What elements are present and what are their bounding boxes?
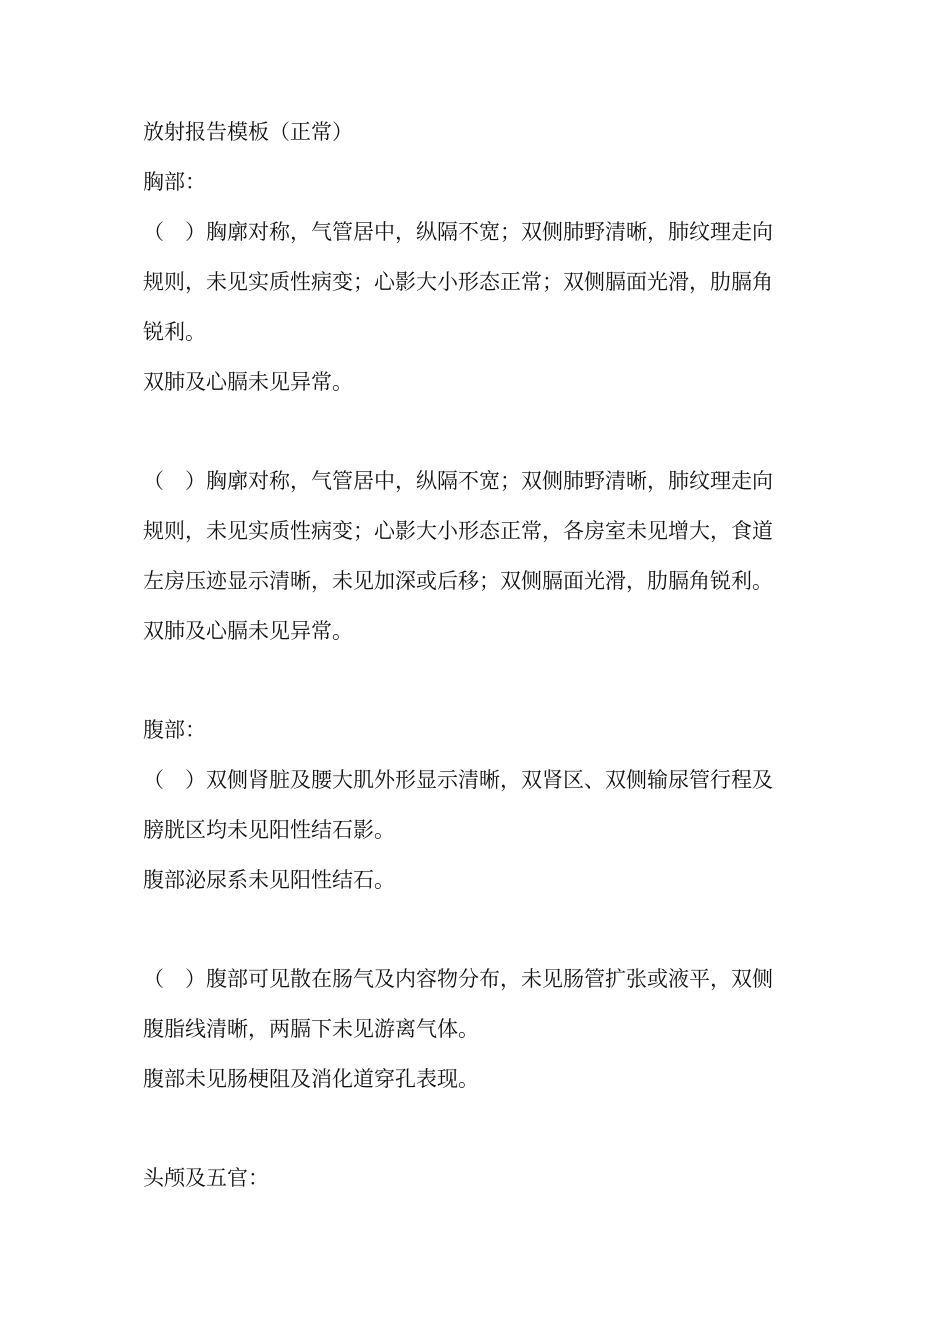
chest-template1-line2: 规则，未见实质性病变；心影大小形态正常；双侧膈面光滑，肋膈角 — [143, 270, 773, 294]
section-heading-chest: 胸部： — [143, 170, 206, 194]
abdomen-template1-conclusion: 腹部泌尿系未见阳性结石。 — [143, 868, 395, 892]
chest-template1-line3: 锐利。 — [143, 320, 206, 344]
abdomen-template1-line1: （ ）双侧肾脏及腰大肌外形显示清晰，双肾区、双侧输尿管行程及 — [143, 768, 773, 792]
chest-template1-line1: （ ）胸廓对称，气管居中，纵隔不宽；双侧肺野清晰，肺纹理走向 — [143, 220, 773, 244]
abdomen-template1-line2: 膀胱区均未见阳性结石影。 — [143, 818, 395, 842]
chest-template2-conclusion: 双肺及心膈未见异常。 — [143, 619, 353, 643]
abdomen-template2-line2: 腹脂线清晰，两膈下未见游离气体。 — [143, 1017, 479, 1041]
section-heading-abdomen: 腹部： — [143, 718, 206, 742]
abdomen-template2-conclusion: 腹部未见肠梗阻及消化道穿孔表现。 — [143, 1067, 479, 1091]
chest-template2-line3: 左房压迹显示清晰，未见加深或后移；双侧膈面光滑，肋膈角锐利。 — [143, 569, 773, 593]
document-title: 放射报告模板（正常） — [143, 120, 353, 144]
chest-template2-line2: 规则，未见实质性病变；心影大小形态正常，各房室未见增大，食道 — [143, 519, 773, 543]
chest-template2-line1: （ ）胸廓对称，气管居中，纵隔不宽；双侧肺野清晰，肺纹理走向 — [143, 469, 773, 493]
chest-template1-conclusion: 双肺及心膈未见异常。 — [143, 370, 353, 394]
abdomen-template2-line1: （ ）腹部可见散在肠气及内容物分布，未见肠管扩张或液平，双侧 — [143, 967, 773, 991]
section-heading-head: 头颅及五官： — [143, 1166, 269, 1190]
